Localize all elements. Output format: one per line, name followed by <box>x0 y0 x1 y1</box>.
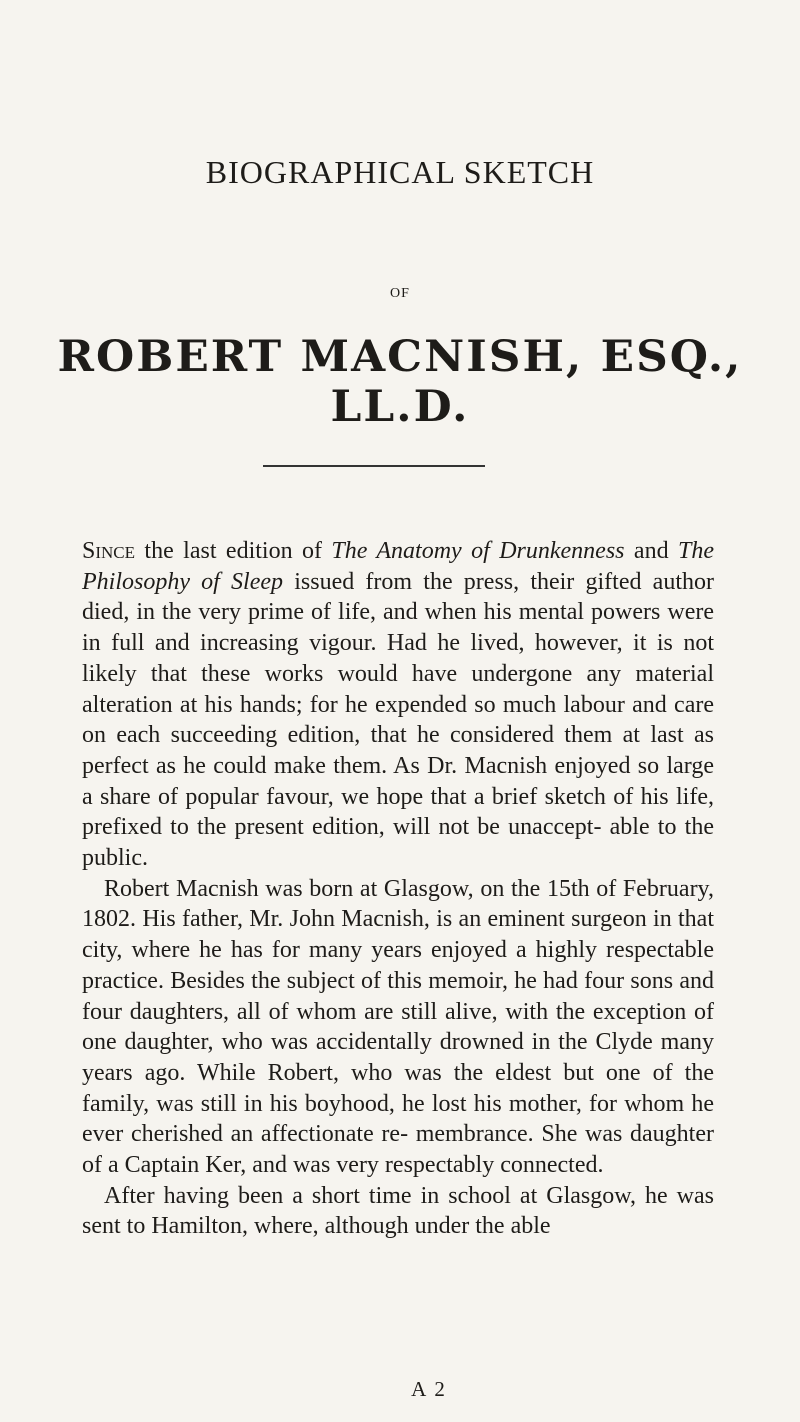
heading-divider-rule <box>263 465 485 467</box>
paragraph-2: Robert Macnish was born at Glasgow, on the 15th of February, 1802. His father, Mr. John Macnish, is an eminent surgeon in that city, where he has for many years enjoyed a highly respectable practice. Besides the subject of this memoir, he had four sons and four daughters, all of whom are still alive, with the exception of one daughter, who was accidentally drowned in the Clyde many years ago. While Robert, who was the eldest but one of the family, was still in his boyhood, he lost his mother, for whom he ever cherished an affectionate re- membrance. She was daughter of a Captain Ker, and was very respectably connected. <box>82 875 714 1179</box>
paragraph-1-lead-word: Since <box>82 538 136 564</box>
paragraph-1 <box>82 536 714 874</box>
paragraph-3: After having been a short time in school at Glasgow, he was sent to Hamilton, where, although under the able <box>82 1182 714 1240</box>
biography-text <box>82 536 714 1242</box>
heading-subject-name: ROBERT MACNISH, ESQ., LL.D. <box>57 332 743 432</box>
signature-mark: A 2 <box>411 1377 447 1401</box>
paragraph-1-text-b: and <box>624 538 679 564</box>
book-title-anatomy: The Anatomy of Drunkenness <box>331 538 625 564</box>
paragraph-1-text-c: issued from the press, their gifted author died, in the very prime of life, and when his mental powers were in full and increasing vigour. Had he lived, however, it is not likely that these works would have undergone any material alteration at his hands; for he expended so much labour and care on each succeeding edition, that he considered them at last as perfect as he could make them. As Dr. Macnish enjoyed so large a share of popular favour, we hope that a brief sketch of his life, prefixed to the present edition, will not be unaccept- able to the public. <box>82 568 714 872</box>
book-title-philosophy: The Philosophy of Sleep <box>82 538 715 595</box>
heading-of: OF <box>390 286 410 301</box>
paragraph-1-text-a: the last edition of <box>135 538 332 564</box>
heading-biographical-sketch: BIOGRAPHICAL SKETCH <box>205 154 595 190</box>
